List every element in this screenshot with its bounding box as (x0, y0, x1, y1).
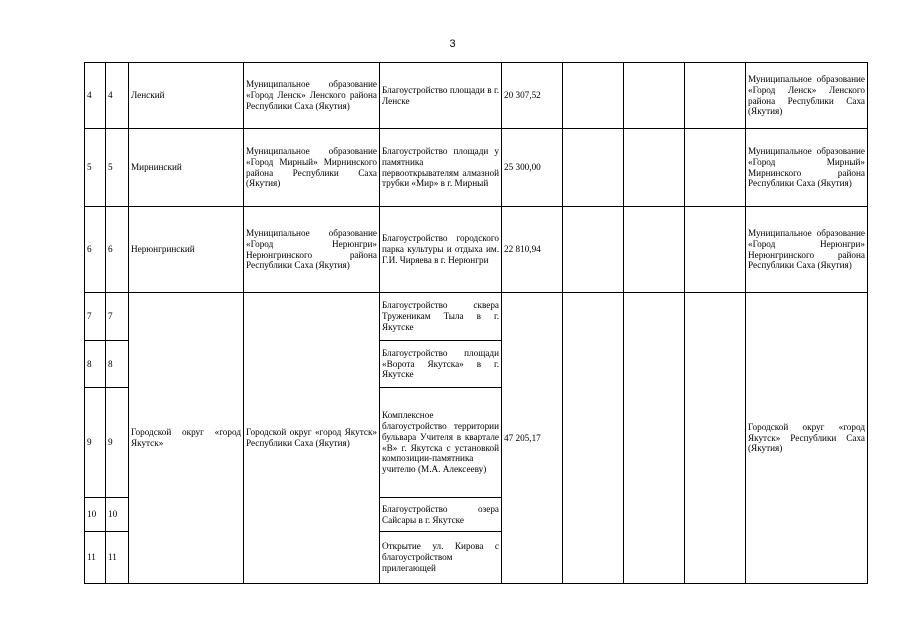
row-index-cell: 9 (106, 388, 129, 498)
row-index-cell: 6 (106, 207, 129, 293)
row-index-cell: 8 (106, 341, 129, 388)
table-row (85, 63, 868, 129)
empty-cell (685, 129, 746, 207)
object-cell: Благоустройство городского парка культуры и отдыха им. Г.И. Чиряева в г. Нерюнгри (380, 207, 502, 293)
empty-cell (624, 293, 685, 584)
district-cell: Мирнинский (129, 129, 244, 207)
amount-cell: 47 205,17 (502, 293, 563, 584)
district-cell: Нерюнгринский (129, 207, 244, 293)
empty-cell (685, 63, 746, 129)
row-index-cell: 7 (106, 293, 129, 341)
empty-cell (624, 63, 685, 129)
object-cell: Комплексное благоустройство территории бульвара Учителя в квартале «В» г. Якутска с установкой композиции-памятника учителю (М.А. Алексееву) (380, 388, 502, 498)
object-cell: Благоустройство озера Сайсары в г. Якутске (380, 498, 502, 532)
empty-cell (624, 129, 685, 207)
object-cell: Открытие ул. Кирова с благоустройством прилегающей (380, 532, 502, 584)
row-index-cell: 10 (106, 498, 129, 532)
empty-cell (563, 63, 624, 129)
row-number-cell: 5 (85, 129, 106, 207)
registry-table (84, 62, 868, 584)
row-index-cell: 5 (106, 129, 129, 207)
row-number-cell: 7 (85, 293, 106, 341)
municipality-cell: Муниципальное образование «Город Ленск» Ленского района Республики Саха (Якутия) (244, 63, 380, 129)
recipient-cell: Муниципальное образование «Город Мирный» Мирнинского района Республики Саха (Якутия) (746, 129, 868, 207)
row-index-cell: 4 (106, 63, 129, 129)
table-row (85, 293, 868, 341)
object-cell: Благоустройство сквера Труженикам Тыла в г. Якутске (380, 293, 502, 341)
table-row (85, 207, 868, 293)
object-cell: Благоустройство площади «Ворота Якутска» в г. Якутске (380, 341, 502, 388)
recipient-cell: Городской округ «город Якутск» Республики Саха (Якутия) (746, 293, 868, 584)
amount-cell: 25 300,00 (502, 129, 563, 207)
table-row (85, 129, 868, 207)
empty-cell (563, 129, 624, 207)
recipient-cell: Муниципальное образование «Город Нерюнгри» Нерюнгринского района Республики Саха (Якутия) (746, 207, 868, 293)
row-index-cell: 11 (106, 532, 129, 584)
row-number-cell: 11 (85, 532, 106, 584)
district-cell: Городской округ «город Якутск» (129, 293, 244, 584)
municipality-cell: Муниципальное образование «Город Нерюнгри» Нерюнгринского района Республики Саха (Якутия) (244, 207, 380, 293)
district-cell: Ленский (129, 63, 244, 129)
amount-cell: 20 307,52 (502, 63, 563, 129)
municipality-cell: Городской округ «город Якутск» Республики Саха (Якутия) (244, 293, 380, 584)
row-number-cell: 9 (85, 388, 106, 498)
empty-cell (685, 293, 746, 584)
row-number-cell: 4 (85, 63, 106, 129)
empty-cell (624, 207, 685, 293)
page-number: 3 (449, 38, 456, 50)
municipality-cell: Муниципальное образование «Город Мирный» Мирнинского района Республики Саха (Якутия) (244, 129, 380, 207)
empty-cell (563, 207, 624, 293)
row-number-cell: 10 (85, 498, 106, 532)
row-number-cell: 6 (85, 207, 106, 293)
empty-cell (685, 207, 746, 293)
object-cell: Благоустройство площади в г. Ленске (380, 63, 502, 129)
row-number-cell: 8 (85, 341, 106, 388)
recipient-cell: Муниципальное образование «Город Ленск» Ленского района Республики Саха (Якутия) (746, 63, 868, 129)
empty-cell (563, 293, 624, 584)
object-cell: Благоустройство площади у памятника первооткрывателям алмазной трубки «Мир» в г. Мирный (380, 129, 502, 207)
amount-cell: 22 810,94 (502, 207, 563, 293)
